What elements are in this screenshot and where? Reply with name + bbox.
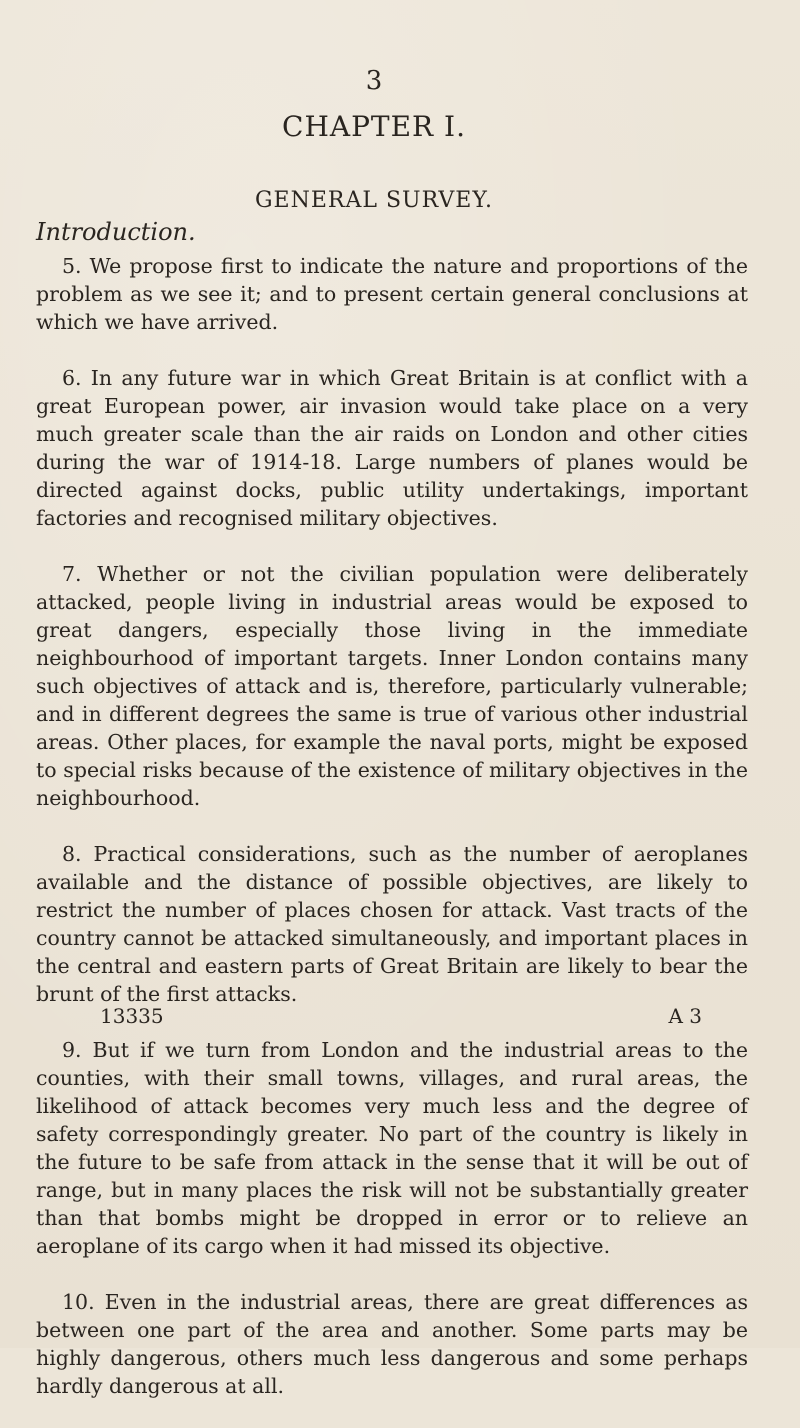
paragraph-8: 8. Practical considerations, such as the number of aeroplanes available and the distance of possible objectives, are likely to restrict the number of places chosen for attack. Vast tracts of the country cannot be attacked simultaneously, and important places in the central and eastern parts of Great Britain are likely to bear the brunt of the first attacks.	[36, 842, 748, 1006]
subheading: Introduction.	[36, 218, 196, 246]
chapter-title: CHAPTER I.	[282, 110, 466, 143]
paragraph-9: 9. But if we turn from London and the industrial areas to the counties, with their small towns, villages, and rural areas, the likelihood of attack becomes very much less and the degree of safety correspondingly greater. No part of the country is likely in the future to be safe from attack in the sense that it will be out of range, but in many places the risk will not be substantially greater than that bombs might be dropped in error or to relieve an aeroplane of its cargo when it had missed its objective.	[36, 1038, 748, 1258]
page-number: 3	[365, 66, 383, 96]
body-text	[36, 252, 748, 1428]
sheet-signature: A 3	[668, 1004, 702, 1028]
paragraph-6: 6. In any future war in which Great Britain is at conflict with a great European power, air invasion would take place on a very much greater scale than the air raids on London and other cities during the war of 1914-18. Large numbers of planes would be directed against docks, public utility undertakings, important factories and recognised military objectives.	[36, 366, 748, 530]
print-code: 13335	[100, 1004, 164, 1028]
paragraph-10: 10. Even in the industrial areas, there are great differences as between one part of the area and another. Some parts may be highly dangerous, others much less dangerous and some perhaps hardly dangerous at all.	[36, 1290, 748, 1398]
paragraph-5: 5. We propose first to indicate the nature and proportions of the problem as we see it; and to present certain general conclusions at which we have arrived.	[36, 254, 748, 334]
paragraph-7: 7. Whether or not the civilian population were deliberately attacked, people living in industrial areas would be exposed to great dangers, especially those living in the immediate neighbourhood of important targets. Inner London contains many such objectives of attack and is, therefore, particularly vulnerable; and in different degrees the same is true of various other industrial areas. Other places, for example the naval ports, might be exposed to special risks because of the existence of military objectives in the neighbourhood.	[36, 562, 748, 810]
section-title: GENERAL SURVEY.	[254, 188, 494, 213]
